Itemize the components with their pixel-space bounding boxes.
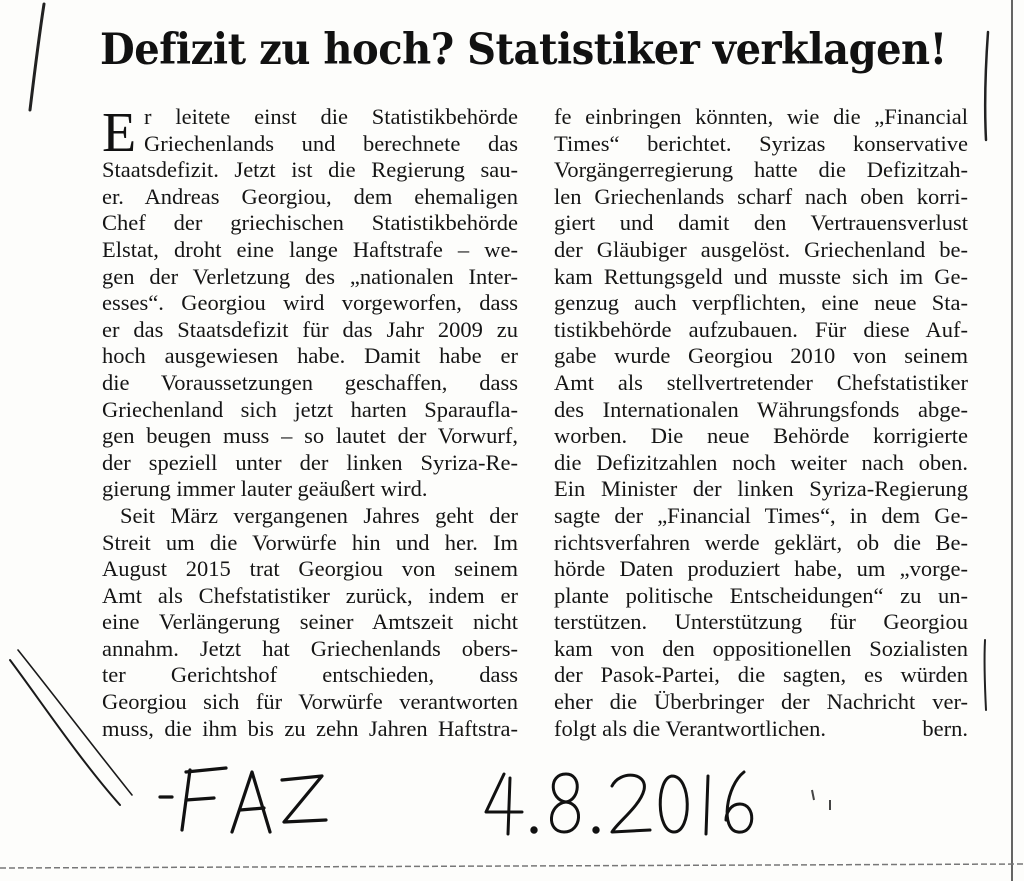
text-line-last [554,716,968,743]
text-line: len Griechenlands scharf nach oben korri- [554,183,968,209]
text-line: annahm. Jetzt hat Griechenlands obers- [102,635,518,661]
text-line: der speziell unter der linken Syriza-Re- [102,449,518,475]
text-line: gen beugen muss – so lautet der Vorwurf, [102,423,518,449]
drop-cap: E [102,102,137,164]
page-edge-bottom [0,864,1024,868]
text-line: des Internationalen Währungsfonds abge- [554,396,968,422]
handwritten-date-text [484,772,716,832]
text-line: Chef der griechischen Statistikbehörde [102,210,518,236]
pencil-stroke-right-bottom [985,640,986,710]
text-line: die Voraussetzungen geschaffen, dass [102,369,518,395]
text-line: der Pasok-Partei, die sagten, es würden [554,662,968,688]
text-line: gabe wurde Georgiou 2010 von seinem [554,343,968,369]
text-line: worben. Die neue Behörde korrigierte [554,423,968,449]
text-line: Elstat, droht eine lange Haftstrafe – we- [102,236,518,262]
text-line: Times“ berichtet. Syrizas konservative [554,130,968,156]
text-line: terstützen. Unterstützung für Georgiou [554,609,968,635]
handwritten-source-text [180,772,276,832]
text-line: r leitete einst die Statistikbehörde [144,104,518,129]
text-line: Staatsdefizit. Jetzt ist die Regierung sau- [102,157,518,183]
text-line: Amt als Chefstatistiker zurück, indem er [102,582,518,608]
text-line: die Defizitzahlen noch weiter nach oben. [554,449,968,475]
pencil-stroke-left [30,4,44,110]
text-line: muss, die ihm bis zu zehn Jahren Haftstra- [102,715,518,741]
article-column-left [102,104,518,742]
text-line: gen der Verletzung des „nationalen Inter- [102,263,518,289]
text-line: ter Gerichtshof entschieden, dass [102,662,518,688]
text-line: gierung immer lauter geäußert wird. [102,476,428,502]
text-line: er das Staatsdefizit für das Jahr 2009 zu [102,316,518,342]
article-headline: Defizit zu hoch? Statistiker verklagen! [100,25,947,75]
text-line: hörde Daten produziert habe, um „vorge- [554,556,968,582]
text-line: eher die Überbringer der Nachricht ver- [554,689,968,715]
text-line: Georgiou sich für Vorwürfe verantworten [102,689,518,715]
text-line: Vorgängerregierung hatte die Defizitzah- [554,157,968,183]
text-line: er. Andreas Georgiou, dem ehemaligen [102,183,518,209]
stray-mark [812,790,814,800]
text-line: folgt als die Verantwortlichen. [554,715,827,741]
author-tag: bern. [922,715,968,741]
text-line: kam von den oppositionellen Sozialisten [554,635,968,661]
text-line: der Gläubiger ausgelöst. Griechenland be- [554,236,968,262]
text-line: esses“. Georgiou wird vorgeworfen, dass [102,290,518,316]
text-line: eine Verlängerung seiner Amtszeit nicht [102,609,518,635]
text-line: fe einbringen könnten, wie die „Financial [554,104,968,129]
text-line: giert und damit den Vertrauensverlust [554,210,968,236]
text-line: kam Rettungsgeld und musste sich im Ge- [554,263,968,289]
article-column-right [554,104,968,742]
text-line: August 2015 trat Georgiou von seinem [102,556,518,582]
text-line: plante politische Entscheidungen“ zu un- [554,582,968,608]
text-line: hoch ausgewiesen habe. Damit habe er [102,343,518,369]
text-line: sagte der „Financial Times“, in dem Ge- [554,502,968,528]
text-line: richtsverfahren werde geklärt, ob die Be- [554,529,968,555]
text-line: Streit um die Vorwürfe hin und her. Im [102,529,518,555]
text-line: Griechenlands und berechnete das [144,130,518,156]
pencil-stroke-right-top [985,32,988,140]
text-line: genzug auch verpflichten, eine neue Sta- [554,290,968,316]
text-line: Griechenland sich jetzt harten Sparaufla- [102,396,518,422]
text-line: Seit März vergangenen Jahres geht der [120,502,518,528]
text-line: Ein Minister der linken Syriza-Regierung [554,476,968,502]
text-line: Amt als stellvertretender Chefstatistiker [554,369,968,395]
text-line: tistikbehörde aufzubauen. Für diese Auf- [554,316,968,342]
